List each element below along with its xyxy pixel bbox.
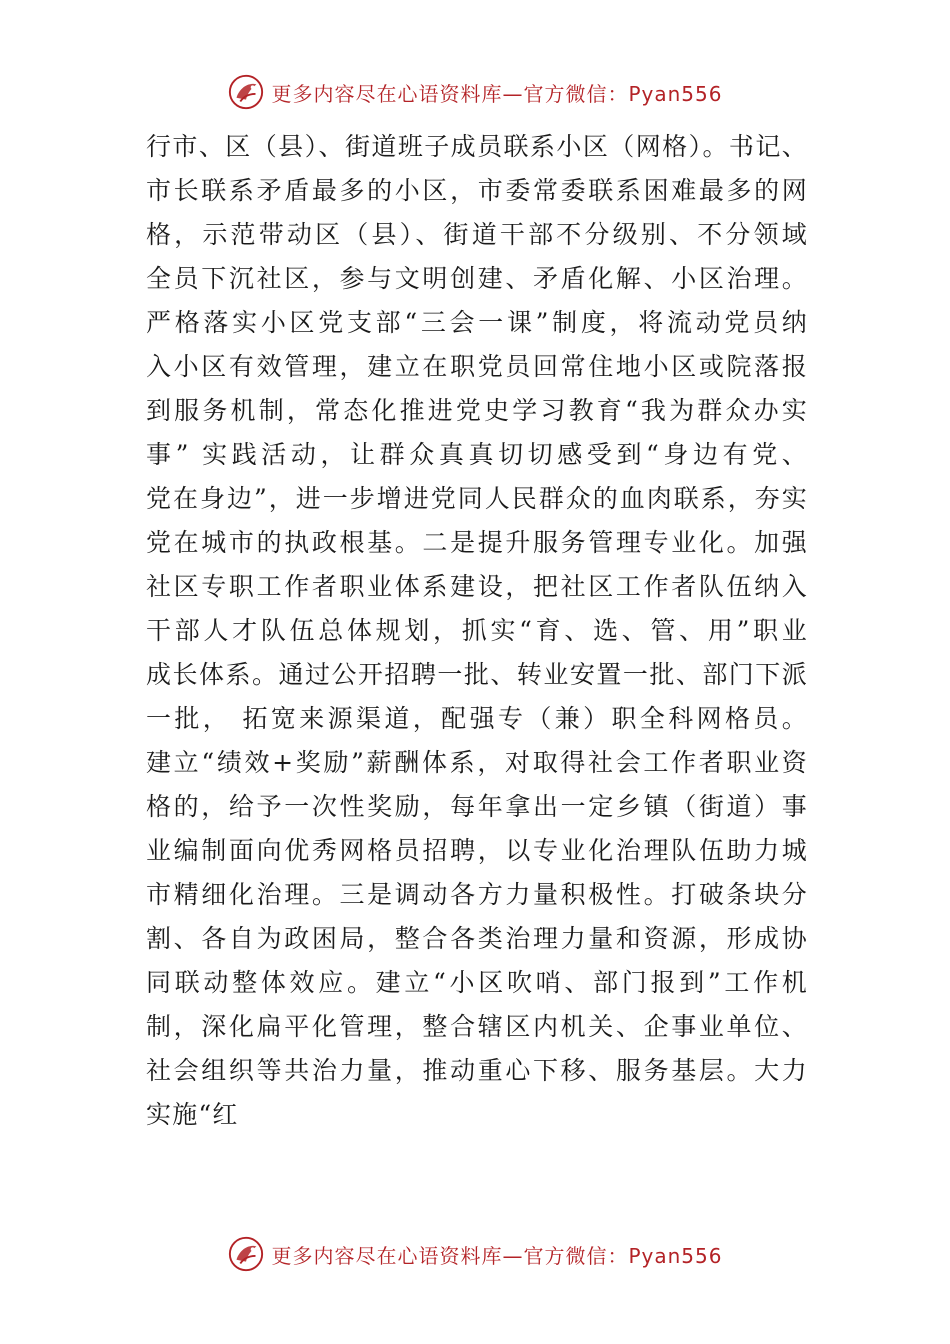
body-line: 党在城市的执政根基。二是提升服务管理专业化。加强 [146,528,808,557]
body-line: 党在身边”，进一步增进党同人民群众的血肉联系，夯实 [146,484,808,513]
document-body [146,125,808,1137]
body-line: 严格落实小区党支部“三会一课”制度，将流动党员纳 [146,308,808,337]
body-line-last: 实施“红 [146,1100,239,1129]
body-line: 同联动整体效应。建立“小区吹哨、部门报到”工作机 [146,968,808,997]
body-line: 社区专职工作者职业体系建设，把社区工作者队伍纳入 [146,572,808,601]
body-line: 全员下沉社区，参与文明创建、矛盾化解、小区治理。 [146,264,808,293]
header-banner [0,70,950,114]
body-line: 入小区有效管理，建立在职党员回常住地小区或院落报 [146,352,808,381]
body-line: 事” 实践活动，让群众真真切切感受到“身边有党、 [146,440,808,469]
body-line: 制，深化扁平化管理，整合辖区内机关、企事业单位、 [146,1012,808,1041]
header-banner-text: 更多内容尽在心语资料库—官方微信：Pyan556 [271,81,723,106]
body-line: 社会组织等共治力量，推动重心下移、服务基层。大力 [146,1056,808,1085]
logo-icon [227,1235,265,1273]
body-line: 行市、区（县）、街道班子成员联系小区（网格）。书记、 [146,132,808,161]
body-line: 一批， 拓宽来源渠道，配强专（兼）职全科网格员。 [146,704,808,733]
body-line: 格，示范带动区（县）、街道干部不分级别、不分领域 [146,220,808,249]
body-line: 成长体系。通过公开招聘一批、转业安置一批、部门下派 [146,660,808,689]
footer-banner [0,1232,950,1276]
footer-banner-text: 更多内容尽在心语资料库—官方微信：Pyan556 [271,1243,723,1268]
body-line: 市精细化治理。三是调动各方力量积极性。打破条块分 [146,880,808,909]
body-line: 干部人才队伍总体规划，抓实“育、选、管、用”职业 [146,616,808,645]
body-line: 割、各自为政困局，整合各类治理力量和资源，形成协 [146,924,808,953]
body-line: 格的，给予一次性奖励，每年拿出一定乡镇（街道）事 [146,792,808,821]
body-line: 市长联系矛盾最多的小区，市委常委联系困难最多的网 [146,176,808,205]
logo-icon [227,73,265,111]
body-line: 业编制面向优秀网格员招聘，以专业化治理队伍助力城 [146,836,808,865]
body-line: 建立“绩效+奖励”薪酬体系，对取得社会工作者职业资 [146,748,808,777]
body-line: 到服务机制，常态化推进党史学习教育“我为群众办实 [146,396,808,425]
